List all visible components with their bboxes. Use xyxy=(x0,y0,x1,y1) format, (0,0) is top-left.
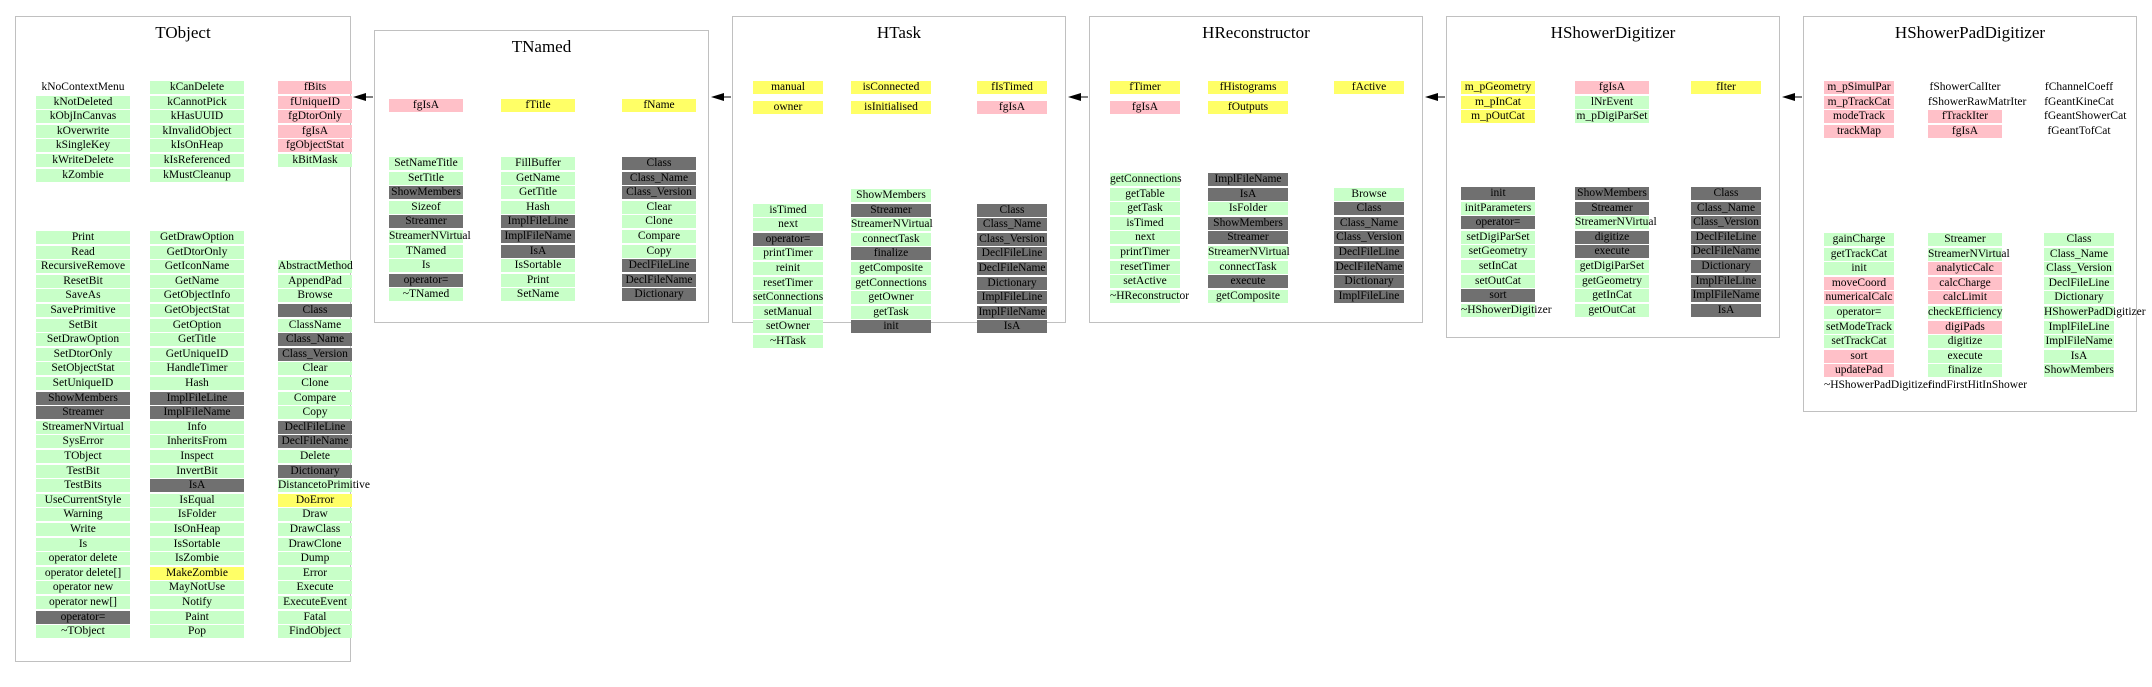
member-cell[interactable]: fgIsA xyxy=(278,125,352,138)
method-cell[interactable]: IsEqual xyxy=(150,494,244,507)
method-cell[interactable]: getComposite xyxy=(1208,290,1288,303)
method-cell[interactable]: Class xyxy=(2044,233,2114,246)
method-cell[interactable]: ImplFileLine xyxy=(2044,321,2114,334)
method-cell[interactable]: setActive xyxy=(1110,275,1180,288)
method-cell[interactable]: TObject xyxy=(36,450,130,463)
method-cell[interactable]: Read xyxy=(36,246,130,259)
method-cell[interactable]: Streamer xyxy=(389,215,463,228)
method-cell[interactable]: Print xyxy=(501,274,575,287)
method-cell[interactable]: connectTask xyxy=(1208,261,1288,274)
method-cell[interactable]: printTimer xyxy=(1110,246,1180,259)
method-cell[interactable]: getOwner xyxy=(851,291,931,304)
method-cell[interactable]: setOutCat xyxy=(1461,275,1535,288)
method-cell[interactable]: AppendPad xyxy=(278,275,352,288)
member-cell[interactable]: trackMap xyxy=(1824,125,1894,138)
inheritance-arrowhead xyxy=(711,93,724,101)
method-cell[interactable]: Class_Name xyxy=(278,333,352,346)
method-cell[interactable]: ShowMembers xyxy=(1208,217,1288,230)
method-cell[interactable]: Hash xyxy=(150,377,244,390)
method-cell[interactable]: ImplFileLine xyxy=(977,291,1047,304)
member-cell[interactable]: fgIsA xyxy=(977,101,1047,114)
method-cell[interactable]: Fatal xyxy=(278,611,352,624)
method-cell[interactable]: init xyxy=(1461,187,1535,200)
method-cell[interactable]: IsA xyxy=(501,245,575,258)
method-cell[interactable]: Class xyxy=(278,304,352,317)
method-cell[interactable]: Dictionary xyxy=(278,465,352,478)
method-cell[interactable]: GetOption xyxy=(150,319,244,332)
method-cell[interactable]: resetTimer xyxy=(1110,261,1180,274)
method-cell[interactable]: TestBits xyxy=(36,479,130,492)
class-title: HShowerDigitizer xyxy=(1550,23,1676,42)
method-cell[interactable]: operator= xyxy=(36,611,130,624)
method-cell[interactable]: ~HShowerPadDigitizer xyxy=(1824,379,1932,391)
method-cell[interactable]: digitize xyxy=(1928,335,2002,348)
method-cell[interactable]: TNamed xyxy=(389,245,463,258)
method-cell[interactable]: DistancetoPrimitive xyxy=(278,479,370,492)
class-title: HShowerPadDigitizer xyxy=(1894,23,2046,42)
method-cell[interactable]: resetTimer xyxy=(753,277,823,290)
method-cell[interactable]: StreamerNVirtual xyxy=(1928,247,2010,260)
member-cell[interactable]: fTrackIter xyxy=(1928,110,2002,123)
member-cell[interactable]: fOutputs xyxy=(1208,101,1288,114)
method-cell[interactable]: calcLimit xyxy=(1928,291,2002,304)
method-cell[interactable]: Class_Name xyxy=(1334,217,1404,230)
method-cell[interactable]: Streamer xyxy=(1928,233,2002,246)
method-cell[interactable]: ClassName xyxy=(278,319,352,332)
method-cell[interactable]: sort xyxy=(1824,350,1894,363)
member-cell[interactable]: fChannelCoeff xyxy=(2044,81,2114,93)
method-cell[interactable]: Warning xyxy=(36,508,130,521)
member-cell[interactable]: kNoContextMenu xyxy=(41,81,125,93)
method-cell[interactable]: ShowMembers xyxy=(36,392,130,405)
class-box-hreconstructor xyxy=(1089,16,1423,323)
method-cell[interactable]: ImplFileName xyxy=(501,230,575,243)
method-cell[interactable]: Class_Version xyxy=(622,186,696,199)
member-cell[interactable]: fName xyxy=(622,99,696,112)
method-cell[interactable]: getTable xyxy=(1110,188,1180,201)
member-cell[interactable]: fTitle xyxy=(501,99,575,112)
method-cell[interactable]: next xyxy=(753,218,823,231)
method-cell[interactable]: IsA xyxy=(150,479,244,492)
member-cell[interactable]: fgObjectStat xyxy=(278,139,352,152)
method-cell[interactable]: ShowMembers xyxy=(2044,364,2114,377)
method-cell[interactable]: Class_Version xyxy=(1691,216,1761,229)
method-cell[interactable]: SetUniqueID xyxy=(36,377,130,390)
member-cell[interactable]: m_pDigiParSet xyxy=(1576,110,1648,123)
method-cell[interactable]: IsSortable xyxy=(501,259,575,272)
method-cell[interactable]: ImplFileLine xyxy=(150,392,244,405)
member-cell[interactable]: isInitialised xyxy=(851,101,931,114)
method-cell[interactable]: numericalCalc xyxy=(1825,291,1893,304)
method-cell[interactable]: DeclFileName xyxy=(1692,245,1760,258)
method-cell[interactable]: SetName xyxy=(501,288,575,301)
method-cell[interactable]: Class_Version xyxy=(1334,231,1404,244)
member-cell[interactable]: lNrEvent xyxy=(1575,96,1649,109)
method-cell[interactable]: InheritsFrom xyxy=(150,435,244,448)
method-cell[interactable]: digitize xyxy=(1575,231,1649,244)
member-cell[interactable]: fgIsA xyxy=(1110,101,1180,114)
method-cell[interactable]: connectTask xyxy=(851,233,931,246)
method-cell[interactable]: ImplFileName xyxy=(2045,335,2113,348)
member-cell[interactable]: m_pTrackCat xyxy=(1824,96,1894,109)
method-cell[interactable]: Error xyxy=(278,567,352,580)
method-cell[interactable]: Is xyxy=(389,259,463,272)
method-cell[interactable]: DoError xyxy=(278,494,352,507)
method-cell[interactable]: updatePad xyxy=(1824,364,1894,377)
member-cell[interactable]: fGeantKineCat xyxy=(2044,95,2114,108)
method-cell[interactable]: FillBuffer xyxy=(501,157,575,170)
method-cell[interactable]: getConnections xyxy=(1110,173,1182,185)
method-cell[interactable]: Class_Name xyxy=(1691,202,1761,215)
method-cell[interactable]: Copy xyxy=(278,406,352,419)
class-box-hshowerpaddigitizer xyxy=(1803,16,2146,412)
method-cell[interactable]: Dictionary xyxy=(1691,260,1761,273)
method-cell[interactable]: findFirstHitInShower xyxy=(1928,379,2028,391)
method-cell[interactable]: operator delete xyxy=(36,552,130,565)
method-cell[interactable]: getTrackCat xyxy=(1824,248,1894,261)
member-cell[interactable]: kSingleKey xyxy=(36,139,130,152)
method-cell[interactable]: Clone xyxy=(622,215,696,228)
method-cell[interactable]: setConnections xyxy=(753,291,824,304)
method-cell[interactable]: digiPads xyxy=(1928,321,2002,334)
method-cell[interactable]: Copy xyxy=(622,245,696,258)
member-cell[interactable]: kIsReferenced xyxy=(150,154,244,167)
method-cell[interactable]: RecursiveRemove xyxy=(36,260,130,273)
method-cell[interactable]: Dictionary xyxy=(977,277,1047,290)
method-cell[interactable]: analyticCalc xyxy=(1928,262,2002,275)
method-cell[interactable]: Browse xyxy=(278,289,352,302)
method-cell[interactable]: Compare xyxy=(622,230,696,243)
method-cell[interactable]: SavePrimitive xyxy=(36,304,130,317)
method-cell[interactable]: StreamerNVirtual xyxy=(851,218,933,231)
method-cell[interactable]: HShowerPadDigitizer xyxy=(2044,306,2146,318)
method-cell[interactable]: SetDrawOption xyxy=(36,333,130,346)
method-cell[interactable]: Info xyxy=(150,421,244,434)
member-cell[interactable]: kMustCleanup xyxy=(150,169,244,182)
method-cell[interactable]: getGeometry xyxy=(1575,275,1649,288)
method-cell[interactable]: getDigiParSet xyxy=(1575,260,1649,273)
method-cell[interactable]: DeclFileName xyxy=(622,274,696,287)
method-cell[interactable]: operator= xyxy=(389,274,463,287)
member-cell[interactable]: owner xyxy=(753,101,823,114)
method-cell[interactable]: next xyxy=(1110,231,1180,244)
method-cell[interactable]: DeclFileLine xyxy=(2044,277,2114,290)
method-cell[interactable]: ImplFileLine xyxy=(1691,275,1761,288)
method-cell[interactable]: setTrackCat xyxy=(1824,335,1894,348)
method-cell[interactable]: SetDtorOnly xyxy=(36,348,130,361)
member-cell[interactable]: m_pOutCat xyxy=(1461,110,1535,123)
member-cell[interactable]: fgIsA xyxy=(389,99,463,112)
method-cell[interactable]: UseCurrentStyle xyxy=(36,494,130,507)
method-cell[interactable]: Streamer xyxy=(1575,202,1649,215)
method-cell[interactable]: Class_Name xyxy=(977,218,1047,231)
method-cell[interactable]: Pop xyxy=(150,625,244,638)
method-cell[interactable]: execute xyxy=(1575,245,1649,258)
method-cell[interactable]: Clear xyxy=(278,362,352,375)
method-cell[interactable]: IsA xyxy=(2044,350,2114,363)
method-cell[interactable]: operator= xyxy=(1824,306,1894,319)
method-cell[interactable]: reinit xyxy=(753,262,823,275)
method-cell[interactable]: ImplFileLine xyxy=(501,215,575,228)
member-cell[interactable]: kNotDeleted xyxy=(36,96,130,109)
method-cell[interactable]: DeclFileName xyxy=(978,262,1046,274)
method-cell[interactable]: IsA xyxy=(977,320,1047,333)
method-cell[interactable]: Class_Version xyxy=(977,233,1047,246)
method-cell[interactable]: IsSortable xyxy=(150,538,244,551)
method-cell[interactable]: operator new xyxy=(36,581,130,594)
inheritance-arrowhead xyxy=(1425,93,1438,101)
method-cell[interactable]: getTask xyxy=(851,306,931,319)
inheritance-arrowhead xyxy=(1782,93,1795,101)
method-cell[interactable]: ShowMembers xyxy=(1575,187,1649,200)
method-cell[interactable]: ImplFileName xyxy=(978,305,1046,318)
method-cell[interactable]: ~TObject xyxy=(36,625,130,638)
method-cell[interactable]: gainCharge xyxy=(1824,233,1894,246)
method-cell[interactable]: Class_Name xyxy=(2044,248,2114,261)
member-cell[interactable]: m_pSimulPar xyxy=(1824,81,1894,94)
member-cell[interactable]: manual xyxy=(753,81,823,94)
member-cell[interactable]: fActive xyxy=(1334,81,1404,94)
member-cell[interactable]: fUniqueID xyxy=(278,96,352,109)
class-title: HReconstructor xyxy=(1202,23,1310,42)
method-cell[interactable]: finalize xyxy=(1928,364,2002,377)
method-cell[interactable]: getInCat xyxy=(1575,289,1649,302)
member-cell[interactable]: kInvalidObject xyxy=(150,125,244,138)
method-cell[interactable]: ResetBit xyxy=(36,275,130,288)
method-cell[interactable]: SetTitle xyxy=(389,172,463,185)
method-cell[interactable]: getOutCat xyxy=(1575,304,1649,317)
member-cell[interactable]: fgIsA xyxy=(1575,81,1649,94)
method-cell[interactable]: Class_Version xyxy=(278,348,352,361)
method-cell[interactable]: ExecuteEvent xyxy=(278,596,352,609)
method-cell[interactable]: setOwner xyxy=(753,320,823,333)
method-cell[interactable]: IsFolder xyxy=(1208,202,1288,215)
method-cell[interactable]: Class_Version xyxy=(2044,262,2114,275)
method-cell[interactable]: setManual xyxy=(753,306,823,319)
method-cell[interactable]: Notify xyxy=(150,596,244,609)
method-cell[interactable]: GetName xyxy=(150,275,244,288)
member-cell[interactable]: m_pGeometry xyxy=(1461,81,1535,94)
method-cell[interactable]: DeclFileLine xyxy=(622,259,696,272)
method-cell[interactable]: SetObjectStat xyxy=(36,362,130,375)
class-title: TNamed xyxy=(511,37,572,56)
method-cell[interactable]: GetObjectStat xyxy=(150,304,244,317)
member-cell[interactable]: kCanDelete xyxy=(150,81,244,94)
class-title: TObject xyxy=(155,23,211,42)
member-cell[interactable]: fHistograms xyxy=(1208,81,1288,94)
method-cell[interactable]: finalize xyxy=(851,247,931,260)
method-cell[interactable]: SetBit xyxy=(36,319,130,332)
class-title: HTask xyxy=(876,23,922,42)
method-cell[interactable]: Dictionary xyxy=(1334,275,1404,288)
method-cell[interactable]: operator= xyxy=(753,233,823,246)
member-cell[interactable]: fIsTimed xyxy=(977,81,1047,94)
method-cell[interactable]: MakeZombie xyxy=(150,567,244,580)
method-cell[interactable]: Sizeof xyxy=(389,201,463,214)
method-cell[interactable]: calcCharge xyxy=(1928,277,2002,290)
method-cell[interactable]: Paint xyxy=(150,611,244,624)
method-cell[interactable]: sort xyxy=(1461,289,1535,302)
member-cell[interactable]: kWriteDelete xyxy=(36,154,130,167)
method-cell[interactable]: SysError xyxy=(36,435,130,448)
method-cell[interactable]: operator delete[] xyxy=(36,567,130,580)
method-cell[interactable]: Class xyxy=(977,204,1047,217)
method-cell[interactable]: ~TNamed xyxy=(389,288,463,301)
method-cell[interactable]: DeclFileLine xyxy=(977,247,1047,260)
method-cell[interactable]: initParameters xyxy=(1461,202,1535,215)
method-cell[interactable]: HandleTimer xyxy=(150,362,244,375)
class-box-tobject xyxy=(15,16,370,662)
member-cell[interactable]: fGeantShowerCat xyxy=(2044,110,2127,123)
method-cell[interactable]: isTimed xyxy=(1110,217,1180,230)
member-cell[interactable]: kObjInCanvas xyxy=(36,110,130,123)
method-cell[interactable]: Streamer xyxy=(851,204,931,217)
member-cell[interactable]: kHasUUID xyxy=(150,110,244,123)
method-cell[interactable]: IsZombie xyxy=(150,552,244,565)
method-cell[interactable]: Class xyxy=(1334,202,1404,215)
method-cell[interactable]: checkEfficiency xyxy=(1928,306,2003,318)
method-cell[interactable]: DeclFileLine xyxy=(1691,231,1761,244)
class-box-htask xyxy=(732,16,1066,347)
method-cell[interactable]: setModeTrack xyxy=(1825,320,1892,333)
method-cell[interactable]: Clear xyxy=(622,201,696,214)
method-cell[interactable]: GetName xyxy=(501,172,575,185)
method-cell[interactable]: GetIconName xyxy=(150,260,244,273)
method-cell[interactable]: StreamerNVirtual xyxy=(1575,216,1657,229)
method-cell[interactable]: ShowMembers xyxy=(851,189,931,202)
member-cell[interactable]: fShowerCalIter xyxy=(1929,81,2001,93)
method-cell[interactable]: moveCoord xyxy=(1824,277,1894,290)
class-box-tnamed xyxy=(374,30,709,323)
method-cell[interactable]: SaveAs xyxy=(36,289,130,302)
method-cell[interactable]: operator= xyxy=(1461,216,1535,229)
member-cell[interactable]: fGeantTofCat xyxy=(2047,124,2111,137)
method-cell[interactable]: printTimer xyxy=(753,247,823,260)
method-cell[interactable]: isTimed xyxy=(753,204,823,217)
method-cell[interactable]: ~HReconstructor xyxy=(1110,289,1190,302)
inheritance-arrowhead xyxy=(1068,93,1081,101)
method-cell[interactable]: ~HShowerDigitizer xyxy=(1461,303,1552,316)
method-cell[interactable]: DeclFileLine xyxy=(278,421,352,434)
method-cell[interactable]: Clone xyxy=(278,377,352,390)
method-cell[interactable]: Draw xyxy=(278,508,352,521)
method-cell[interactable]: StreamerNVirtual xyxy=(389,230,471,242)
method-cell[interactable]: ImplFileLine xyxy=(1334,290,1404,303)
method-cell[interactable]: Browse xyxy=(1334,188,1404,201)
member-cell[interactable]: fgIsA xyxy=(1928,125,2002,138)
method-cell[interactable]: Execute xyxy=(278,581,352,594)
method-cell[interactable]: Write xyxy=(36,523,130,536)
member-cell[interactable]: kIsOnHeap xyxy=(150,139,244,152)
method-cell[interactable]: ImplFileName xyxy=(150,406,244,419)
method-cell[interactable]: DrawClone xyxy=(278,538,352,551)
method-cell[interactable]: GetUniqueID xyxy=(150,348,244,361)
method-cell[interactable]: IsA xyxy=(1691,304,1761,317)
method-cell[interactable]: GetDtorOnly xyxy=(150,246,244,259)
method-cell[interactable]: StreamerNVirtual xyxy=(1208,246,1290,258)
method-cell[interactable]: DeclFileName xyxy=(1335,260,1403,273)
method-cell[interactable]: ~HTask xyxy=(753,335,823,348)
method-cell[interactable]: InvertBit xyxy=(150,465,244,478)
method-cell[interactable]: getComposite xyxy=(851,262,931,275)
method-cell[interactable]: GetObjectInfo xyxy=(150,289,244,302)
member-cell[interactable]: fBits xyxy=(278,81,352,94)
method-cell[interactable]: execute xyxy=(1208,275,1288,288)
member-cell[interactable]: fIter xyxy=(1691,81,1761,94)
method-cell[interactable]: ShowMembers xyxy=(389,186,463,199)
method-cell[interactable]: TestBit xyxy=(36,465,130,478)
method-cell[interactable]: StreamerNVirtual xyxy=(36,421,130,434)
method-cell[interactable]: IsA xyxy=(1208,188,1288,201)
member-cell[interactable]: kZombie xyxy=(36,169,130,182)
method-cell[interactable]: setInCat xyxy=(1461,260,1535,273)
method-cell[interactable]: GetTitle xyxy=(150,333,244,346)
method-cell[interactable]: ImplFileName xyxy=(1208,173,1288,186)
member-cell[interactable]: kOverwrite xyxy=(36,125,130,138)
method-cell[interactable]: init xyxy=(851,320,931,333)
method-cell[interactable]: SetNameTitle xyxy=(389,157,463,170)
method-cell[interactable]: Hash xyxy=(501,201,575,214)
method-cell[interactable]: Class xyxy=(622,157,696,170)
method-cell[interactable]: IsFolder xyxy=(150,508,244,521)
method-cell[interactable]: GetDrawOption xyxy=(150,231,244,244)
method-cell[interactable]: setGeometry xyxy=(1461,245,1535,258)
method-cell[interactable]: MayNotUse xyxy=(150,581,244,594)
method-cell[interactable]: setDigiParSet xyxy=(1461,231,1535,244)
method-cell[interactable]: IsOnHeap xyxy=(150,523,244,536)
method-cell[interactable]: Print xyxy=(36,231,130,244)
method-cell[interactable]: getConnections xyxy=(851,277,931,290)
method-cell[interactable]: getTask xyxy=(1110,202,1180,215)
member-cell[interactable]: isConnected xyxy=(851,81,931,94)
method-cell[interactable]: Streamer xyxy=(36,406,130,419)
member-cell[interactable]: fgDtorOnly xyxy=(278,110,352,123)
method-cell[interactable]: Delete xyxy=(278,450,352,463)
member-cell[interactable]: fShowerRawMatrIter xyxy=(1928,95,2027,108)
method-cell[interactable]: DeclFileLine xyxy=(1334,246,1404,259)
member-cell[interactable]: fTimer xyxy=(1110,81,1180,94)
method-cell[interactable]: Compare xyxy=(278,392,352,405)
inheritance-arrowhead xyxy=(353,93,366,101)
method-cell[interactable]: execute xyxy=(1928,350,2002,363)
method-cell[interactable]: AbstractMethod xyxy=(278,260,353,273)
method-cell[interactable]: DrawClass xyxy=(278,523,352,536)
method-cell[interactable]: operator new[] xyxy=(36,596,130,609)
method-cell[interactable]: Class_Name xyxy=(622,172,696,185)
method-cell[interactable]: GetTitle xyxy=(501,186,575,199)
member-cell[interactable]: m_pInCat xyxy=(1461,96,1535,109)
method-cell[interactable]: Streamer xyxy=(1208,231,1288,244)
member-cell[interactable]: kBitMask xyxy=(278,154,352,167)
member-cell[interactable]: kCannotPick xyxy=(150,96,244,109)
class-box-hshowerdigitizer xyxy=(1446,16,1780,338)
method-cell[interactable]: Dictionary xyxy=(622,288,696,301)
method-cell[interactable]: FindObject xyxy=(278,625,352,638)
method-cell[interactable]: init xyxy=(1824,262,1894,275)
method-cell[interactable]: Class xyxy=(1691,187,1761,200)
method-cell[interactable]: Dictionary xyxy=(2044,291,2114,304)
method-cell[interactable]: Dump xyxy=(278,552,352,565)
member-cell[interactable]: modeTrack xyxy=(1824,110,1894,123)
method-cell[interactable]: Inspect xyxy=(150,450,244,463)
method-cell[interactable]: ImplFileName xyxy=(1692,289,1760,302)
method-cell[interactable]: Is xyxy=(36,538,130,551)
method-cell[interactable]: DeclFileName xyxy=(278,435,352,448)
